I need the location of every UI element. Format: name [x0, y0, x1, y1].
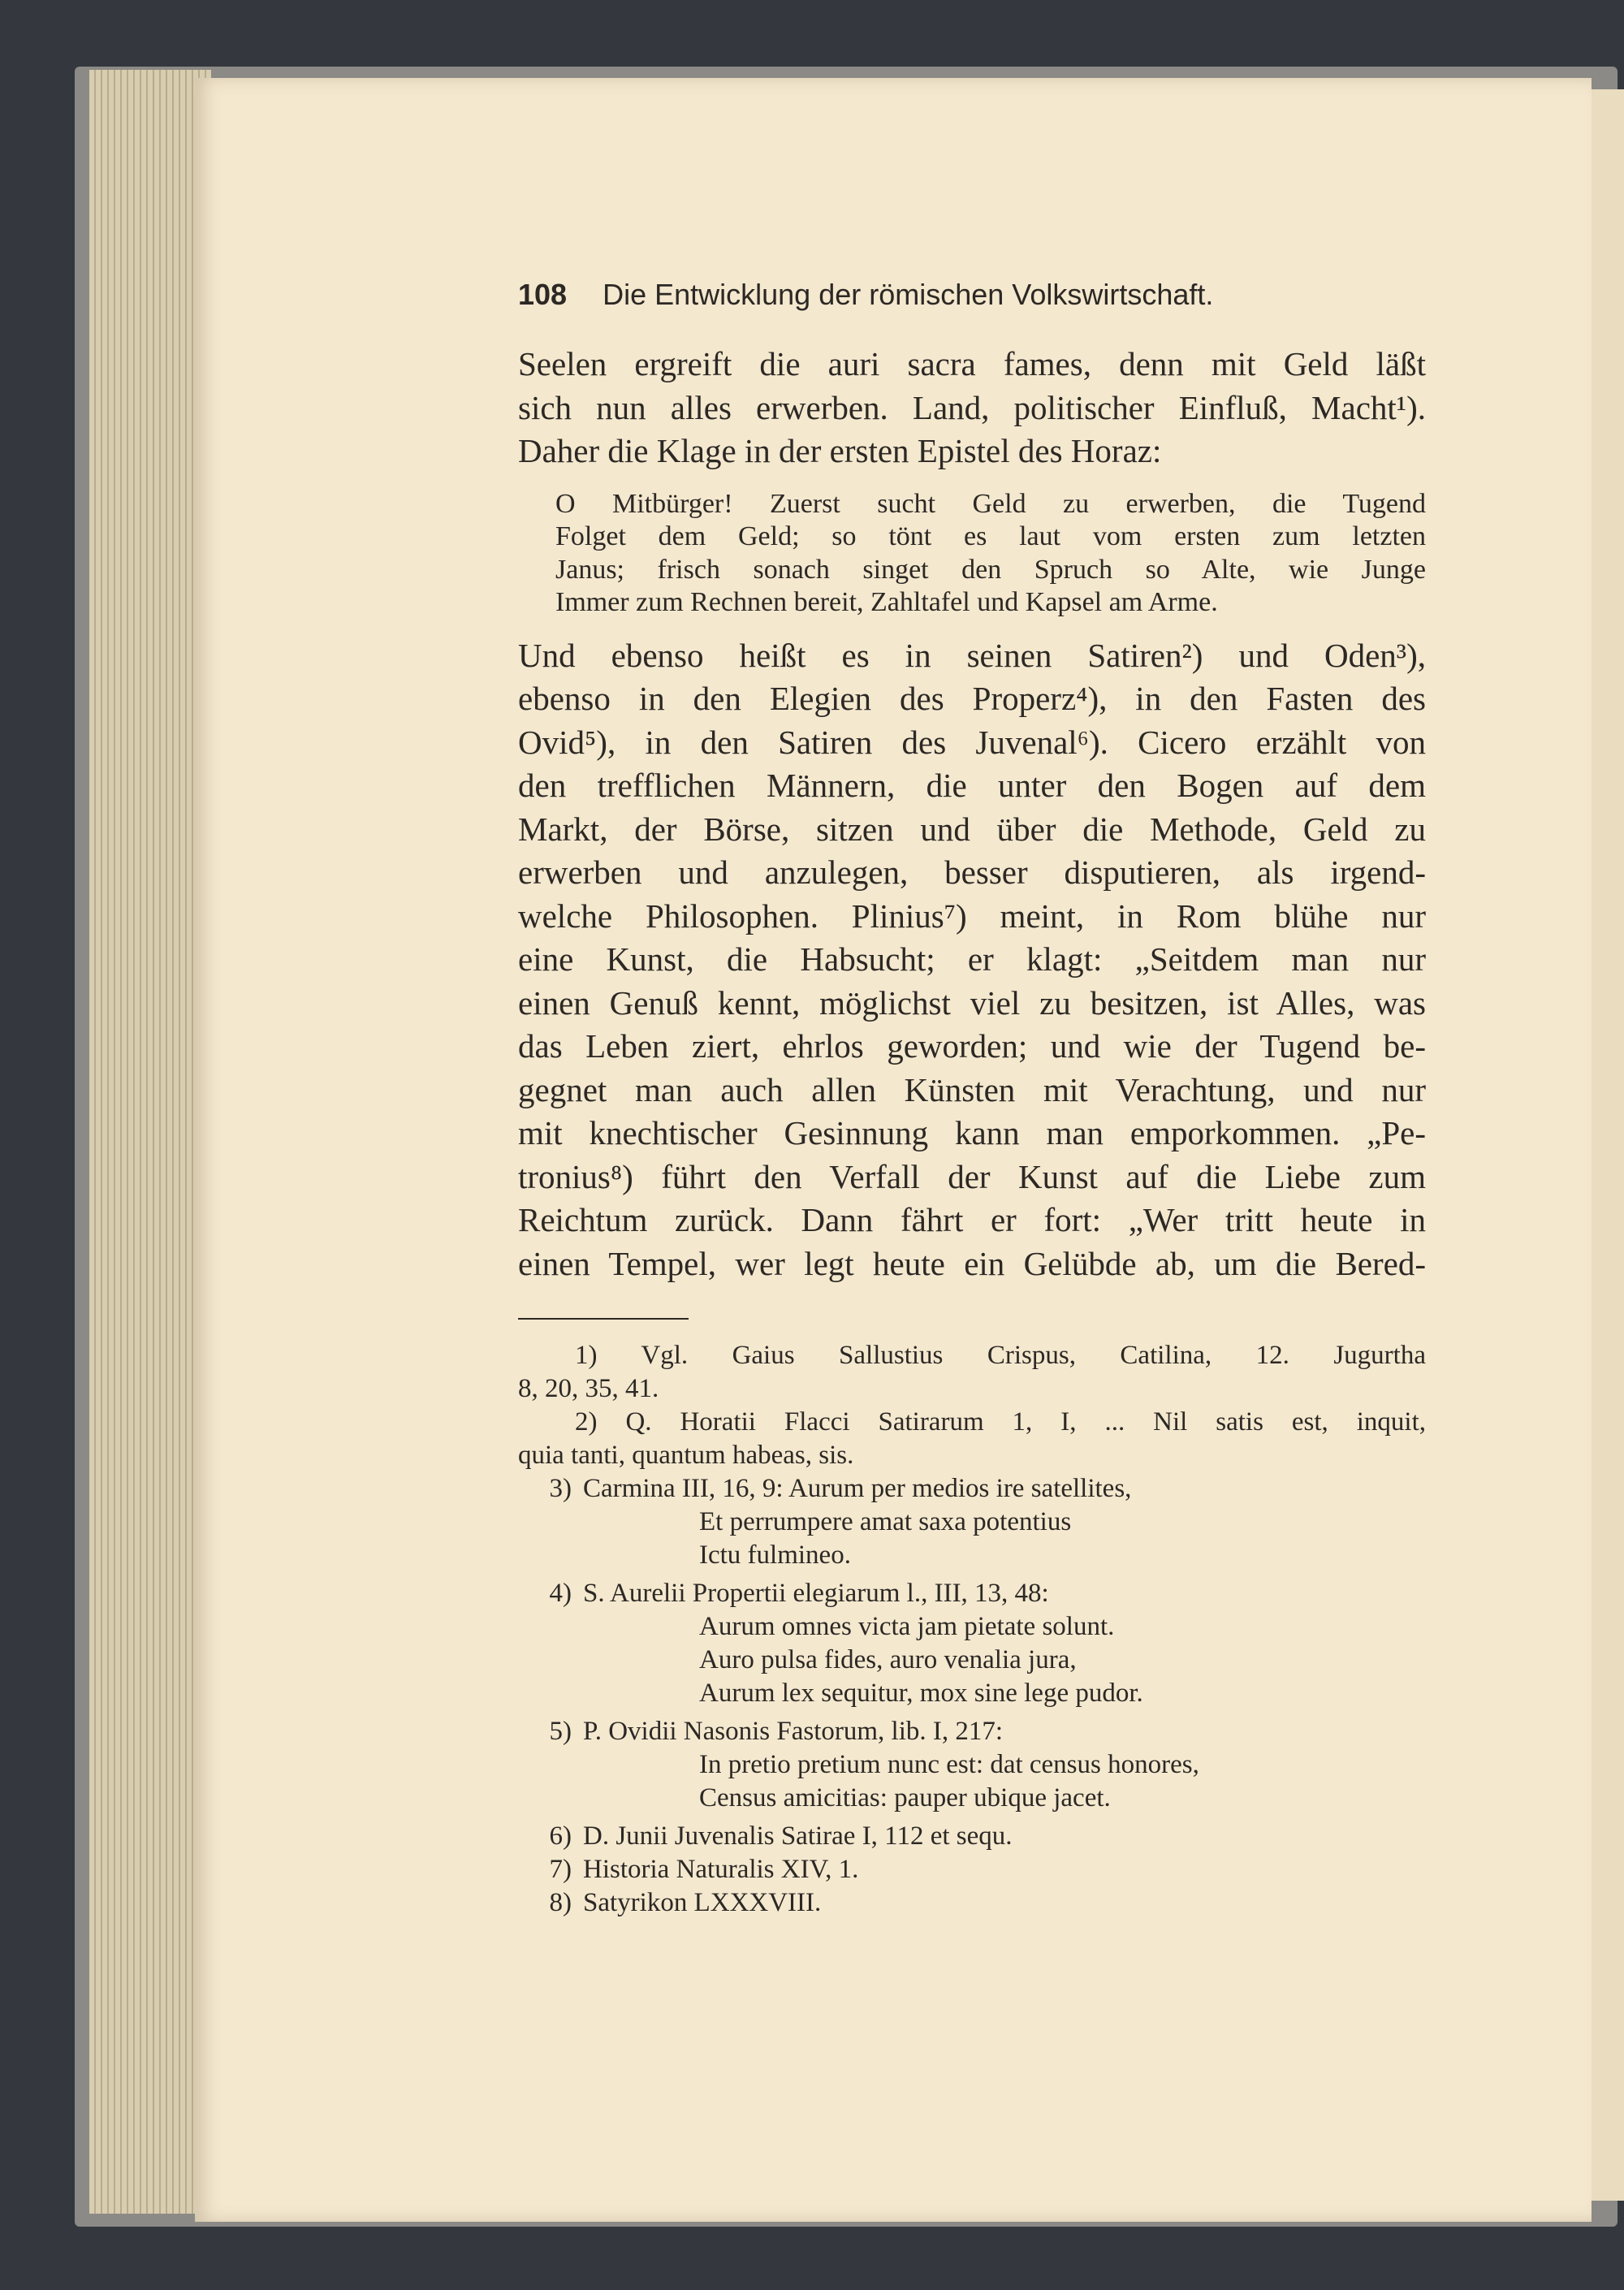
body-line: einen Genuß kennt, möglichst viel zu besitzen, ist Alles, was	[518, 983, 1426, 1022]
footnote-verse: Census amicitias: pauper ubique jacet.	[699, 1783, 1111, 1813]
footnote-text: Satyrikon LXXXVIII.	[583, 1888, 822, 1917]
footnote-7	[518, 1853, 1426, 1886]
body-line: gegnet man auch allen Künsten mit Verachtung, und nur	[518, 1070, 1426, 1108]
footnote-verse: Ictu fulmineo.	[699, 1540, 851, 1570]
footnote-text: S. Aurelii Propertii elegiarum l., III, 13, 48:	[583, 1579, 1049, 1608]
body-line: erwerben und anzulegen, besser disputieren, als irgend-	[518, 853, 1426, 891]
footnote-2-cont: quia tanti, quantum habeas, sis.	[518, 1441, 854, 1470]
page-text	[518, 278, 1426, 1920]
body-line: welche Philosophen. Plinius⁷) meint, in Rom blühe nur	[518, 897, 1426, 935]
footnotes	[518, 1339, 1426, 1920]
footnote-1-cont: 8, 20, 35, 41.	[518, 1374, 659, 1403]
quote-line: Janus; frisch sonach singet den Spruch so Alte, wie Junge	[555, 554, 1426, 585]
footnote-verse: Auro pulsa fides, auro venalia jura,	[699, 1645, 1077, 1674]
footnote-verse: Aurum omnes victa jam pietate solunt.	[699, 1612, 1115, 1641]
footnote-2: 2) Q. Horatii Flacci Satirarum 1, I, ... Nil satis est, inquit,	[575, 1407, 1426, 1437]
quote-line: O Mitbürger! Zuerst sucht Geld zu erwerben, die Tugend	[555, 488, 1426, 519]
running-title: Die Entwicklung der römischen Volkswirtschaft.	[603, 278, 1214, 311]
body-line: Seelen ergreift die auri sacra fames, denn mit Geld läßt	[518, 345, 1426, 382]
body-line: tronius⁸) führt den Verfall der Kunst auf die Liebe zum	[518, 1157, 1426, 1195]
body-line: Daher die Klage in der ersten Epistel des Horaz:	[518, 432, 1162, 469]
quote-line: Immer zum Rechnen bereit, Zahltafel und Kapsel am Arme.	[555, 587, 1218, 617]
footnote-verse: Et perrumpere amat saxa potentius	[699, 1507, 1072, 1536]
footnote-number: 7)	[549, 1855, 572, 1884]
footnote-number: 8)	[549, 1888, 572, 1917]
quote-line: Folget dem Geld; so tönt es laut vom ersten zum letzten	[555, 521, 1426, 551]
footnote-3	[518, 1472, 1426, 1506]
footnote-5	[518, 1715, 1426, 1748]
page-number: 108	[518, 278, 568, 311]
body-line: Reichtum zurück. Dann fährt er fort: „Wer tritt heute in	[518, 1201, 1426, 1238]
body-line: Markt, der Börse, sitzen und über die Methode, Geld zu	[518, 810, 1426, 848]
footnote-number: 5)	[549, 1717, 572, 1746]
body-line: eine Kunst, die Habsucht; er klagt: „Seitdem man nur	[518, 940, 1426, 978]
body-line: ebenso in den Elegien des Properz⁴), in den Fasten des	[518, 680, 1426, 717]
footnote-text: D. Junii Juvenalis Satirae I, 112 et sequ.	[583, 1821, 1013, 1851]
footnote-rule	[518, 1318, 689, 1320]
body-paragraph-2	[518, 634, 1426, 1286]
body-line: den trefflichen Männern, die unter den Bogen auf dem	[518, 767, 1426, 804]
footnote-number: 3)	[549, 1474, 572, 1503]
running-head	[518, 278, 1426, 312]
footnote-8	[518, 1886, 1426, 1920]
footnote-verse: Aurum lex sequitur, mox sine lege pudor.	[699, 1679, 1143, 1708]
page-edges	[89, 70, 211, 2214]
footnote-4	[518, 1577, 1426, 1610]
footnote-number: 4)	[549, 1579, 572, 1608]
footnote-6	[518, 1820, 1426, 1853]
body-line: Und ebenso heißt es in seinen Satiren²) und Oden³),	[518, 636, 1426, 674]
body-line: sich nun alles erwerben. Land, politischer Einfluß, Macht¹).	[518, 388, 1426, 426]
body-line: das Leben ziert, ehrlos geworden; und wie der Tugend be-	[518, 1027, 1426, 1065]
footnote-text: Carmina III, 16, 9: Aurum per medios ire satellites,	[583, 1474, 1132, 1503]
footnote-text: Historia Naturalis XIV, 1.	[583, 1855, 859, 1884]
body-line: Ovid⁵), in den Satiren des Juvenal⁶). Cicero erzählt von	[518, 723, 1426, 761]
body-paragraph-1	[518, 343, 1426, 473]
body-line: einen Tempel, wer legt heute ein Gelübde ab, um die Bered-	[518, 1244, 1426, 1282]
body-line: mit knechtischer Gesinnung kann man emporkommen. „Pe-	[518, 1114, 1426, 1151]
verse-quote	[555, 488, 1426, 620]
footnote-number: 6)	[549, 1821, 572, 1851]
footnote-1: 1) Vgl. Gaius Sallustius Crispus, Catilina, 12. Jugurtha	[575, 1341, 1426, 1370]
footnote-verse: In pretio pretium nunc est: dat census honores,	[699, 1750, 1199, 1779]
footnote-text: P. Ovidii Nasonis Fastorum, lib. I, 217:	[583, 1717, 1004, 1746]
